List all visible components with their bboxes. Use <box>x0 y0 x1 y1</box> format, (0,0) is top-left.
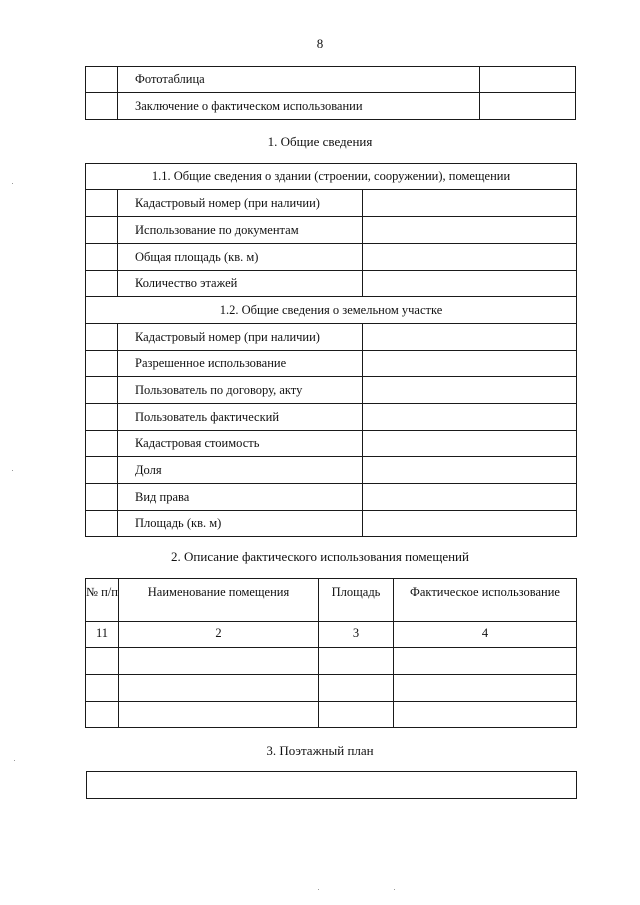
numbering-cell: 4 <box>394 622 577 648</box>
row-label: Кадастровая стоимость <box>118 431 363 457</box>
table-header-row <box>86 579 577 622</box>
table-row <box>86 622 577 648</box>
premises-usage-table <box>85 578 577 728</box>
top-row-label: Заключение о фактическом использовании <box>118 93 480 120</box>
row-label: Доля <box>118 457 363 484</box>
general-info-table <box>85 163 577 537</box>
column-header-name: Наименование помещения <box>119 579 319 622</box>
row-label: Общая площадь (кв. м) <box>118 244 363 271</box>
table-row <box>86 297 577 324</box>
table-row <box>86 484 577 511</box>
table-row <box>86 217 577 244</box>
scan-speck <box>12 183 13 184</box>
scan-speck <box>394 889 395 890</box>
subsection-title: 1.1. Общие сведения о здании (строении, сооружении), помещении <box>86 164 577 190</box>
row-label: Пользователь фактический <box>118 404 363 431</box>
table-row <box>86 67 576 93</box>
section1-title: 1. Общие сведения <box>267 134 373 149</box>
numbering-cell: 11 <box>86 622 119 648</box>
table-row <box>86 377 577 404</box>
scan-speck <box>14 760 15 761</box>
row-label: Вид права <box>118 484 363 511</box>
subsection-title: 1.2. Общие сведения о земельном участке <box>86 297 577 324</box>
table-row <box>86 351 577 377</box>
floor-plan-box <box>86 771 577 799</box>
top-table <box>85 66 576 120</box>
row-label: Кадастровый номер (при наличии) <box>118 190 363 217</box>
section2-title: 2. Описание фактического использования помещений <box>171 549 469 564</box>
row-label: Площадь (кв. м) <box>118 511 363 537</box>
table-row <box>86 457 577 484</box>
scan-speck <box>12 470 13 471</box>
table-row <box>86 324 577 351</box>
numbering-cell: 3 <box>319 622 394 648</box>
table-row <box>86 431 577 457</box>
table-row <box>86 702 577 728</box>
table-row <box>86 648 577 675</box>
column-header-number: № п/п <box>86 579 119 622</box>
numbering-cell: 2 <box>119 622 319 648</box>
table-row <box>86 511 577 537</box>
table-row <box>86 675 577 702</box>
table-row <box>86 244 577 271</box>
row-label: Кадастровый номер (при наличии) <box>118 324 363 351</box>
table-row <box>86 404 577 431</box>
row-label: Количество этажей <box>118 271 363 297</box>
row-label: Пользователь по договору, акту <box>118 377 363 404</box>
table-row <box>86 271 577 297</box>
table-row <box>86 164 577 190</box>
section3-title: 3. Поэтажный план <box>266 743 374 758</box>
row-label: Разрешенное использование <box>118 351 363 377</box>
row-label: Использование по документам <box>118 217 363 244</box>
table-row <box>86 190 577 217</box>
page-number: 8 <box>316 36 324 51</box>
table-row <box>86 93 576 120</box>
scan-speck <box>318 889 319 890</box>
column-header-actual-use: Фактическое использование <box>394 579 577 622</box>
top-row-label: Фототаблица <box>118 67 480 93</box>
column-header-area: Площадь <box>319 579 394 622</box>
